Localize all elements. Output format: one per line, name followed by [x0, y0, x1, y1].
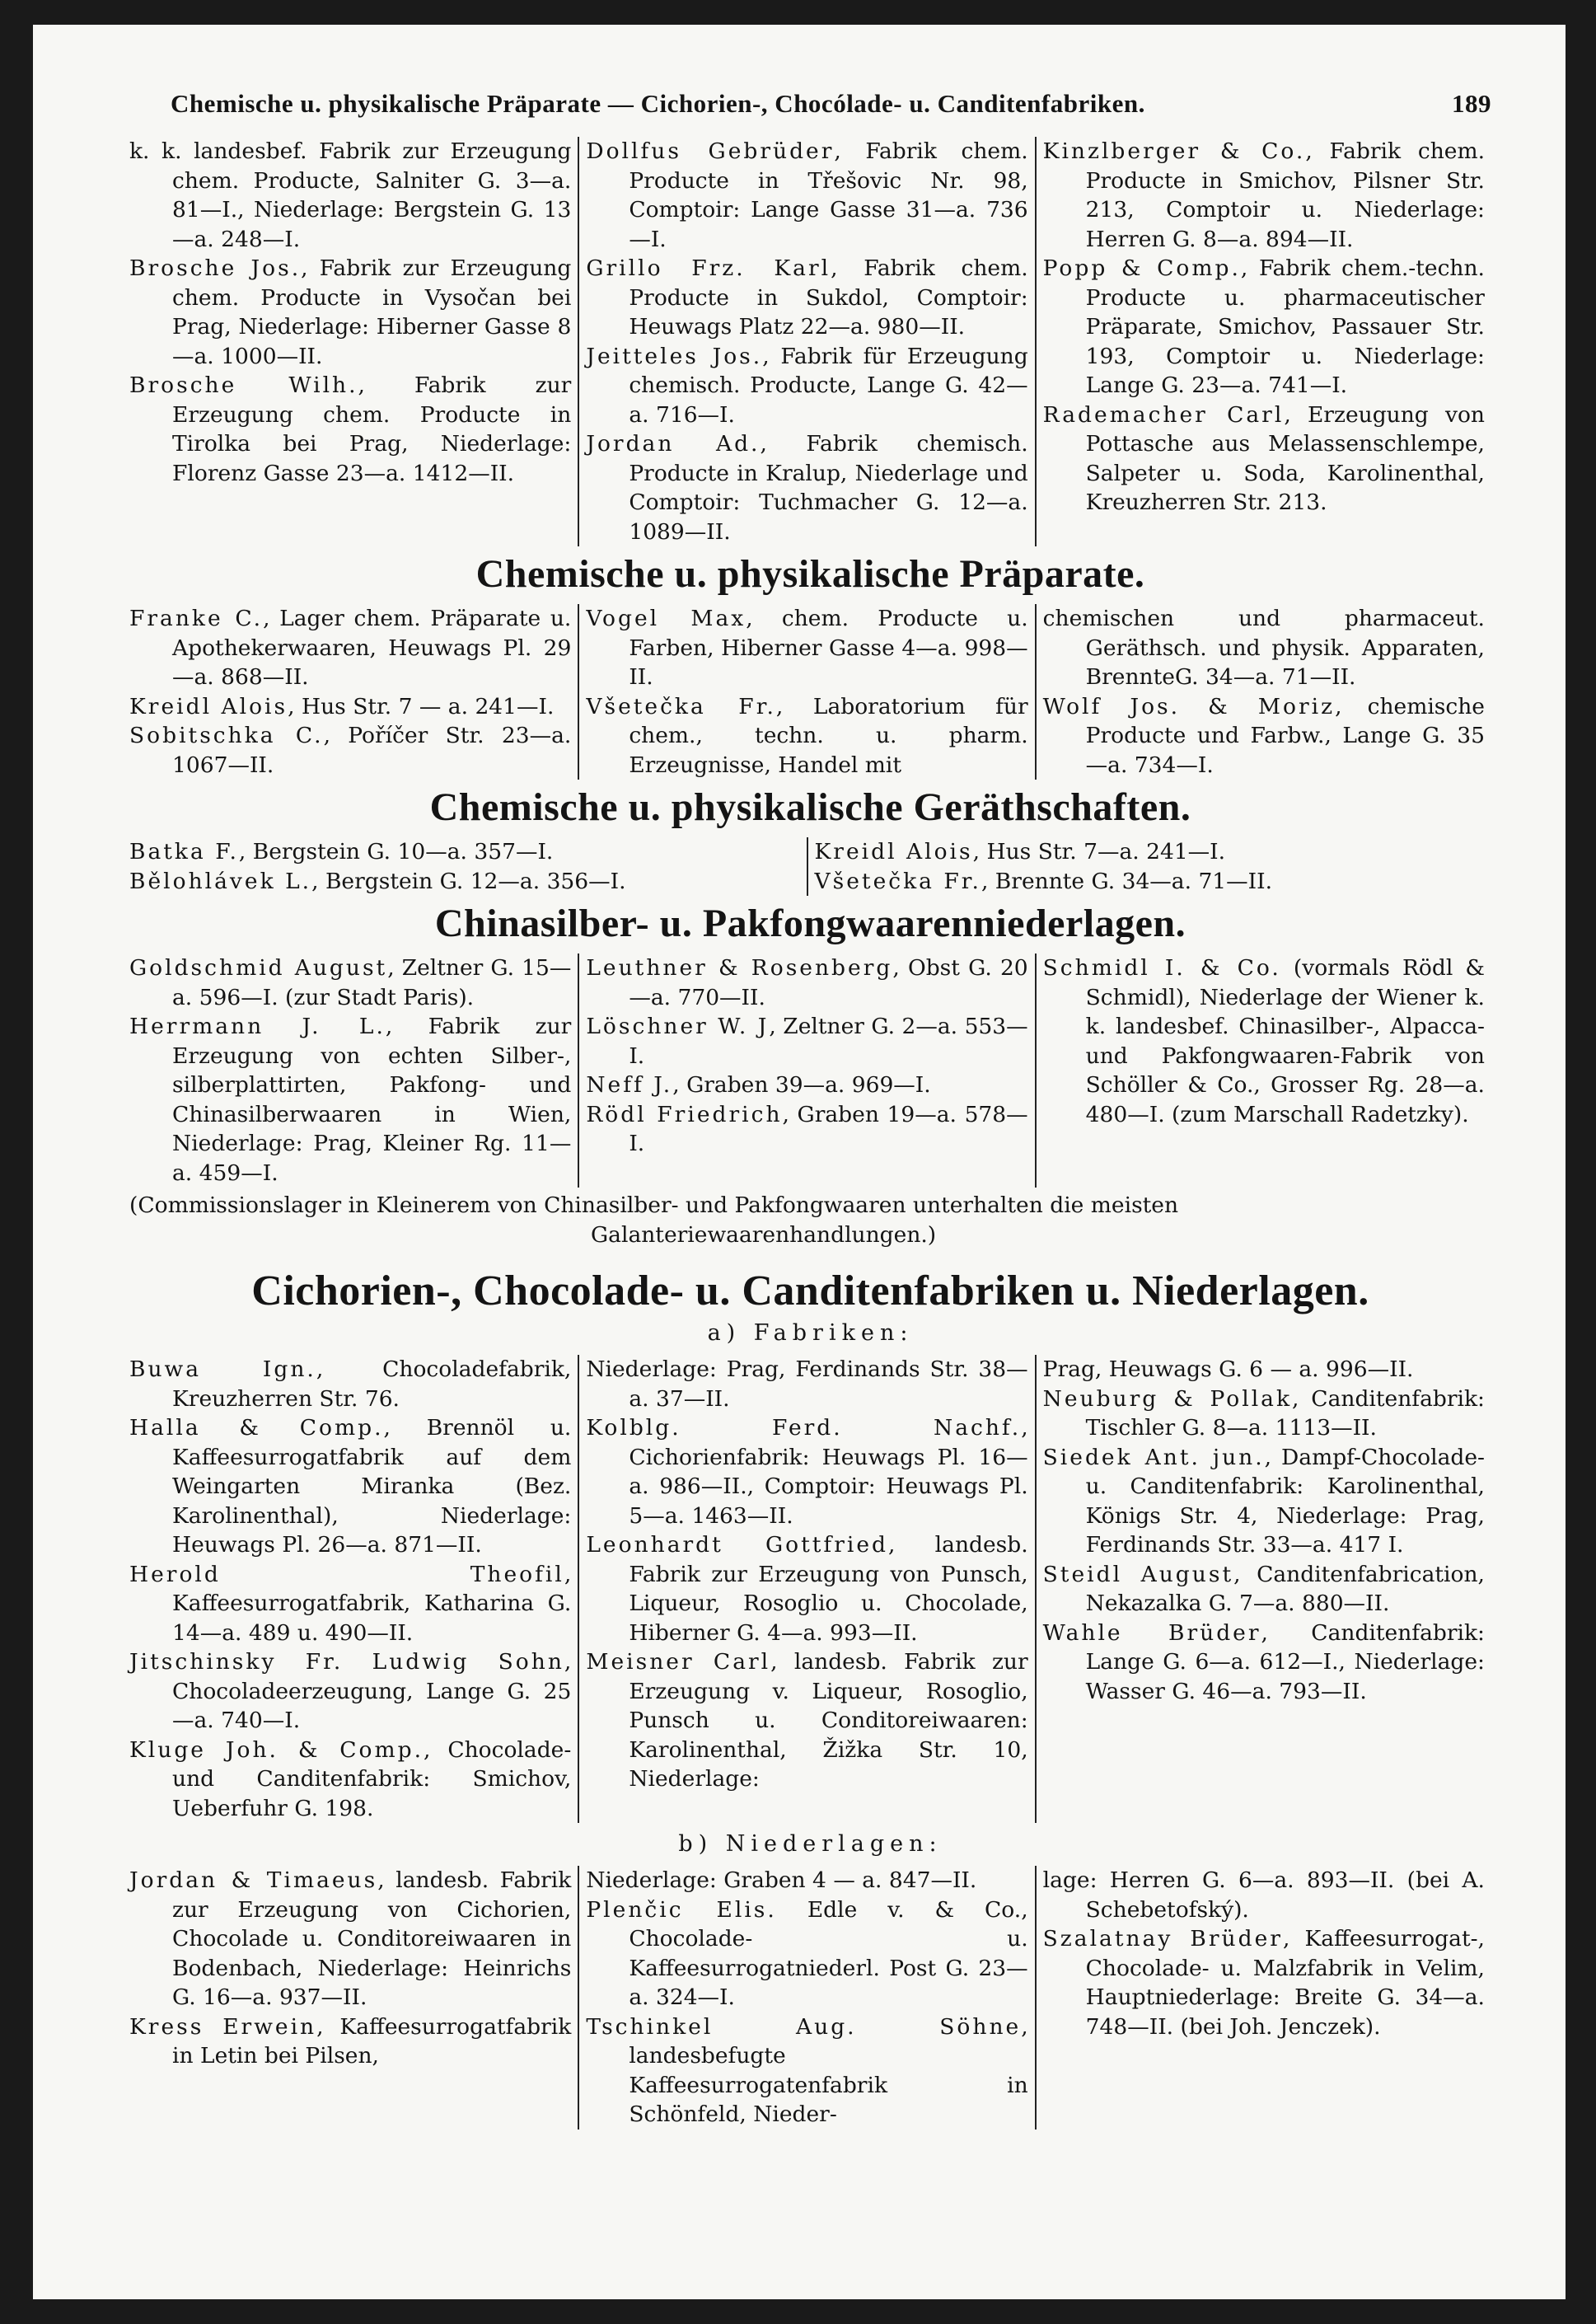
entry-text: , Graben 39—a. 969—I. [672, 1072, 931, 1098]
entry-name: Kolblg. Ferd. Nachf. [586, 1415, 1022, 1441]
section-chem-praeparate [129, 604, 1491, 780]
column-1 [129, 1355, 578, 1823]
directory-entry [586, 1895, 1027, 2012]
page-number: 189 [1452, 89, 1491, 118]
directory-entry [586, 1071, 1027, 1100]
entry-name: Bělohlávek L. [129, 868, 312, 894]
entry-name: Neff J. [586, 1072, 673, 1098]
directory-entry [586, 1530, 1027, 1647]
entry-text: k. k. landesbef. Fabrik zur Erzeugung chem. Producte, Salniter G. 3—a. 81—I., Niederlage: Bergstein G. 13—a. 248—I. [129, 138, 572, 252]
entry-name: Wolf Jos. & Moriz [1042, 693, 1336, 719]
column-2 [578, 1355, 1034, 1823]
entry-text: , Hus Str. 7—a. 241—I. [972, 839, 1226, 864]
entry-text: , Fabrik chem. Producte in Sukdol, Comptoir: Heuwags Platz 22—a. 980—II. [629, 255, 1028, 340]
entry-name: Dollfus Gebrüder [586, 138, 835, 164]
directory-entry [1043, 1866, 1485, 1924]
section-heading-chem-geraeth: Chemische u. physikalische Geräthschaften. [429, 785, 1191, 829]
directory-entry [129, 721, 571, 780]
subheading-niederlagen: b) Niederlagen: [678, 1831, 943, 1857]
directory-entry [129, 1355, 571, 1413]
commission-note [129, 1191, 1491, 1249]
column-3 [1035, 953, 1491, 1188]
directory-entry [586, 1355, 1027, 1413]
directory-entry [129, 137, 571, 254]
section-cichorien-niederlagen [129, 1866, 1491, 2130]
entry-text: , Kaffeesurrogatfabrik, Katharina G. 14—a. 489 u. 490—II. [172, 1561, 572, 1646]
continued-block [129, 137, 1491, 546]
entry-name: Všetečka Fr. [814, 868, 981, 894]
running-head [129, 89, 1491, 130]
entry-text: , Poříčer Str. 23—a. 1067—II. [172, 723, 572, 778]
entry-name: Löschner W. J [586, 1014, 770, 1039]
column-3 [1035, 137, 1491, 546]
entry-name: Leuthner & Rosenberg [586, 955, 893, 981]
entry-text: Prag, Heuwags G. 6 — a. 996—II. [1042, 1356, 1414, 1382]
entry-text: Niederlage: Graben 4 — a. 847—II. [586, 1867, 977, 1893]
entry-text: , Canditenfabrik: Tischler G. 8—a. 1113—II. [1085, 1385, 1485, 1441]
entry-text: , Obst G. 20—a. 770—II. [629, 955, 1028, 1010]
entry-text: , Brennte G. 34—a. 71—II. [981, 868, 1273, 894]
entry-text: chemischen und pharmaceut. Geräthsch. und physik. Apparaten, BrennteG. 34—a. 71—II. [1042, 606, 1485, 690]
entry-text: , Fabrik zur Erzeugung chem. Producte in Vysočan bei Prag, Niederlage: Hiberner Gasse 8—a. 1000—II. [172, 255, 572, 369]
entry-text: , landesb. Fabrik zur Erzeugung v. Liqueur, Rosoglio, Punsch u. Conditoreiwaaren: Karolinenthal, Žižka Str. 10, Niederlage: [629, 1649, 1028, 1792]
directory-entry [1043, 604, 1485, 692]
entry-text: lage: Herren G. 6—a. 893—II. (bei A. Schebetofský). [1042, 1867, 1485, 1923]
directory-entry [129, 1560, 571, 1648]
entry-text: , Graben 19—a. 578—I. [629, 1101, 1028, 1156]
directory-entry [129, 953, 571, 1012]
entry-name: Plenčic Elis. [586, 1896, 777, 1923]
column-2 [578, 953, 1034, 1188]
entry-name: Franke C. [129, 606, 264, 631]
entry-name: Siedek Ant. jun. [1042, 1444, 1265, 1470]
entry-text: , Canditenfabrik: Lange G. 6—a. 612—I., Niederlage: Wasser G. 46—a. 793—II. [1085, 1619, 1485, 1704]
directory-entry [586, 254, 1027, 342]
entry-text: , Fabrik chem. Producte in Třešovic Nr. 98, Comptoir: Lange Gasse 31—a. 736—I. [629, 138, 1028, 252]
column-2 [807, 837, 1492, 896]
directory-entry [129, 692, 571, 722]
entry-name: Neuburg & Pollak [1042, 1385, 1293, 1412]
section-heading-chem-praeparate: Chemische u. physikalische Präparate. [475, 552, 1145, 596]
directory-entry [586, 1012, 1027, 1071]
entry-text: , Bergstein G. 12—a. 356—I. [311, 868, 626, 894]
column-3 [1035, 1355, 1491, 1823]
directory-entry [586, 1100, 1027, 1159]
directory-entry [129, 254, 571, 371]
column-3 [1035, 1866, 1491, 2130]
column-3 [1035, 604, 1491, 780]
directory-entry [1043, 401, 1485, 518]
entry-text: , Fabrik chemisch. Producte in Kralup, Niederlage und Comptoir: Tuchmacher G. 12—a. 1089—II. [629, 431, 1028, 545]
entry-name: Vogel Max [586, 606, 747, 631]
subheading-fabriken: a) Fabriken: [707, 1320, 914, 1346]
directory-entry [815, 837, 1486, 867]
entry-text: , Cichorienfabrik: Heuwags Pl. 16—a. 986—II., Comptoir: Heuwags Pl. 5—a. 1463—II. [629, 1415, 1028, 1529]
entry-text: , Brennöl u. Kaffeesurrogatfabrik auf dem Weingarten Miranka (Bez. Karolinenthal), Niederlage: Heuwags Pl. 26—a. 871—II. [172, 1415, 572, 1558]
entry-text: , Chocoladeerzeugung, Lange G. 25—a. 740—I. [172, 1649, 572, 1733]
entry-name: Halla & Comp. [129, 1415, 384, 1441]
entry-name: Meisner Carl [586, 1649, 771, 1675]
entry-name: Herrmann J. L. [129, 1014, 386, 1039]
entry-name: Rademacher Carl [1042, 401, 1285, 428]
section-cichorien-fabriken [129, 1355, 1491, 1823]
entry-text: , Erzeugung von Pottasche aus Melassenschlempe, Salpeter u. Soda, Karolinenthal, Kreuzherren Str. 213. [1085, 401, 1485, 515]
entry-text: , landesbefugte Kaffeesurrogatenfabrik in Schönfeld, Nieder- [629, 2013, 1028, 2127]
directory-entry [586, 1647, 1027, 1794]
entry-name: Kress Erwein [129, 2013, 317, 2040]
column-1 [129, 137, 578, 546]
entry-name: Popp & Comp. [1042, 255, 1241, 281]
entry-name: Kinzlberger & Co. [1042, 138, 1306, 164]
entry-name: Tschinkel Aug. Söhne [586, 2013, 1022, 2040]
column-1 [129, 1866, 578, 2130]
scanned-page [33, 25, 1566, 2299]
entry-name: Kreidl Alois [129, 693, 288, 719]
entry-text: , Fabrik chem.-techn. Producte u. pharmaceutischer Präparate, Smichov, Passauer Str. 193, Comptoir u. Niederlage: Lange G. 23—a. 741—I. [1085, 255, 1485, 398]
entry-name: Steidl August [1042, 1561, 1234, 1587]
directory-entry [129, 867, 800, 897]
directory-entry [129, 1012, 571, 1188]
entry-name: Szalatnay Brüder [1042, 1926, 1283, 1952]
entry-name: Jordan & Timaeus [129, 1867, 378, 1893]
note-line-1: (Commissionslager in Kleinerem von Chinasilber- und Pakfongwaaren unterhalten die meisten [129, 1192, 1179, 1218]
entry-text: , Kaffeesurrogatfabrik in Letin bei Pilsen, [172, 2013, 572, 2069]
directory-entry [129, 837, 800, 867]
note-line-2: Galanteriewaarenhandlungen.) [591, 1221, 937, 1248]
section-chinasilber [129, 953, 1491, 1188]
entry-text: , Fabrik chem. Producte in Smichov, Pilsner Str. 213, Comptoir u. Niederlage: Herren G. 8—a. 894—II. [1085, 138, 1485, 252]
directory-entry [586, 1866, 1027, 1895]
directory-entry [586, 604, 1027, 692]
entry-text: , Chocolade- und Canditenfabrik: Smichov, Ueberfuhr G. 198. [172, 1736, 572, 1821]
section-chem-geraeth [129, 837, 1491, 896]
directory-entry [1043, 1355, 1485, 1385]
entry-text: , Bergstein G. 10—a. 357—I. [238, 839, 554, 864]
directory-entry [1043, 692, 1485, 780]
directory-entry [1043, 137, 1485, 254]
entry-name: Kreidl Alois [814, 839, 973, 864]
entry-text: Niederlage: Prag, Ferdinands Str. 38—a. 37—II. [586, 1356, 1028, 1412]
entry-name: Leonhardt Gottfried [586, 1532, 889, 1558]
entry-name: Grillo Frz. Karl [586, 255, 831, 281]
directory-entry [1043, 953, 1485, 1129]
entry-text: , Fabrik zur Erzeugung von echten Silber-, silberplattirten, Pakfong- und Chinasilberwaaren in Wien, Niederlage: Prag, Kleiner Rg. 11—a. 459—I. [172, 1014, 572, 1186]
entry-name: Jitschinsky Fr. Ludwig Sohn [129, 1649, 564, 1675]
directory-entry [129, 1866, 571, 2012]
entry-name: Kluge Joh. & Comp. [129, 1736, 424, 1763]
directory-entry [586, 692, 1027, 780]
entry-text: (vormals Rödl & Schmidl), Niederlage der Wiener k. k. landesbef. Chinasilber-, Alpacca- und Pakfongwaaren-Fabrik von Schöller & Co., Grosser Rg. 28—a. 480—I. (zum Marschall Radetzky). [1085, 955, 1485, 1127]
column-2 [578, 1866, 1034, 2130]
directory-entry [815, 867, 1486, 897]
entry-text: , Zeltner G. 15—a. 596—I. (zur Stadt Paris). [172, 955, 572, 1010]
column-1 [129, 953, 578, 1188]
directory-entry [129, 1647, 571, 1736]
entry-text: , Kaffeesurrogat-, Chocolade- u. Malzfabrik in Velim, Hauptniederlage: Breite G. 34—a. 748—II. (bei Joh. Jenczek). [1085, 1926, 1485, 2040]
directory-entry [129, 1413, 571, 1560]
entry-text: , landesb. Fabrik zur Erzeugung von Punsch, Liqueur, Rosoglio u. Chocolade, Hiberner G. 4—a. 993—II. [629, 1532, 1028, 1646]
section-heading-cichorien: Cichorien-, Chocolade- u. Canditenfabriken u. Niederlagen. [251, 1267, 1369, 1314]
entry-name: Sobitschka C. [129, 723, 324, 748]
directory-entry [1043, 1560, 1485, 1619]
directory-entry [1043, 1924, 1485, 2041]
directory-entry [129, 371, 571, 488]
directory-entry [1043, 254, 1485, 401]
entry-text: , Fabrik zur Erzeugung chem. Producte in Tirolka bei Prag, Niederlage: Florenz Gasse 23—a. 1412—II. [172, 372, 572, 486]
section-heading-chinasilber: Chinasilber- u. Pakfongwaarenniederlagen. [434, 902, 1186, 945]
column-1 [129, 837, 807, 896]
directory-entry [586, 953, 1027, 1012]
entry-text: , Zeltner G. 2—a. 553—I. [629, 1014, 1028, 1069]
entry-name: Schmidl I. & Co. [1042, 955, 1281, 981]
directory-entry [586, 1413, 1027, 1530]
running-head-title: Chemische u. physikalische Präparate — Cichorien-, Chocólade- u. Canditenfabriken. [171, 89, 1145, 118]
entry-name: Batka F. [129, 839, 239, 864]
entry-text: , Lager chem. Präparate u. Apothekerwaaren, Heuwags Pl. 29—a. 868—II. [172, 606, 572, 690]
column-1 [129, 604, 578, 780]
entry-text: , landesb. Fabrik zur Erzeugung von Cichorien, Chocolade u. Conditoreiwaaren in Bodenbach, Niederlage: Heinrichs G. 16—a. 937—II. [172, 1867, 572, 2010]
directory-entry [129, 604, 571, 692]
entry-name: Všetečka Fr. [586, 693, 776, 719]
entry-name: Brosche Jos. [129, 255, 302, 281]
entry-name: Rödl Friedrich [586, 1101, 783, 1127]
entry-name: Buwa Ign. [129, 1356, 316, 1382]
directory-entry [1043, 1619, 1485, 1707]
entry-text: Edle v. & Co., Chocolade- u. Kaffeesurrogatniederl. Post G. 23—a. 324—I. [629, 1896, 1028, 2010]
entry-name: Herold Theofil [129, 1561, 564, 1587]
entry-text: , Laboratorium für chem., techn. u. pharm. Erzeugnisse, Handel mit [629, 693, 1028, 778]
directory-entry [129, 2012, 571, 2071]
entry-name: Jeitteles Jos. [586, 343, 763, 369]
entry-text: , Hus Str. 7 — a. 241—I. [288, 693, 555, 719]
directory-entry [586, 342, 1027, 430]
entry-text: , chemische Producte und Farbw., Lange G. 35—a. 734—I. [1085, 693, 1485, 778]
column-2 [578, 137, 1034, 546]
directory-entry [586, 137, 1027, 254]
entry-name: Goldschmid August [129, 955, 388, 981]
directory-entry [129, 1736, 571, 1824]
directory-entry [586, 429, 1027, 546]
entry-text: , Chocoladefabrik, Kreuzherren Str. 76. [172, 1356, 572, 1412]
column-2 [578, 604, 1034, 780]
directory-entry [1043, 1443, 1485, 1560]
directory-entry [1043, 1385, 1485, 1443]
page-content [129, 89, 1491, 2130]
entry-text: , Canditenfabrication, Nekazalka G. 7—a. 880—II. [1085, 1561, 1485, 1616]
directory-entry [586, 2012, 1027, 2130]
entry-name: Brosche Wilh. [129, 372, 358, 398]
entry-name: Wahle Brüder [1042, 1619, 1261, 1646]
entry-text: , chem. Producte u. Farben, Hiberner Gasse 4—a. 998—II. [629, 606, 1028, 690]
entry-text: , Dampf-Chocolade- u. Canditenfabrik: Karolinenthal, Königs Str. 4, Niederlage: Prag, Ferdinands Str. 33—a. 417 I. [1085, 1444, 1485, 1558]
entry-name: Jordan Ad. [586, 431, 761, 457]
entry-text: , Fabrik für Erzeugung chemisch. Producte, Lange G. 42—a. 716—I. [629, 343, 1028, 428]
